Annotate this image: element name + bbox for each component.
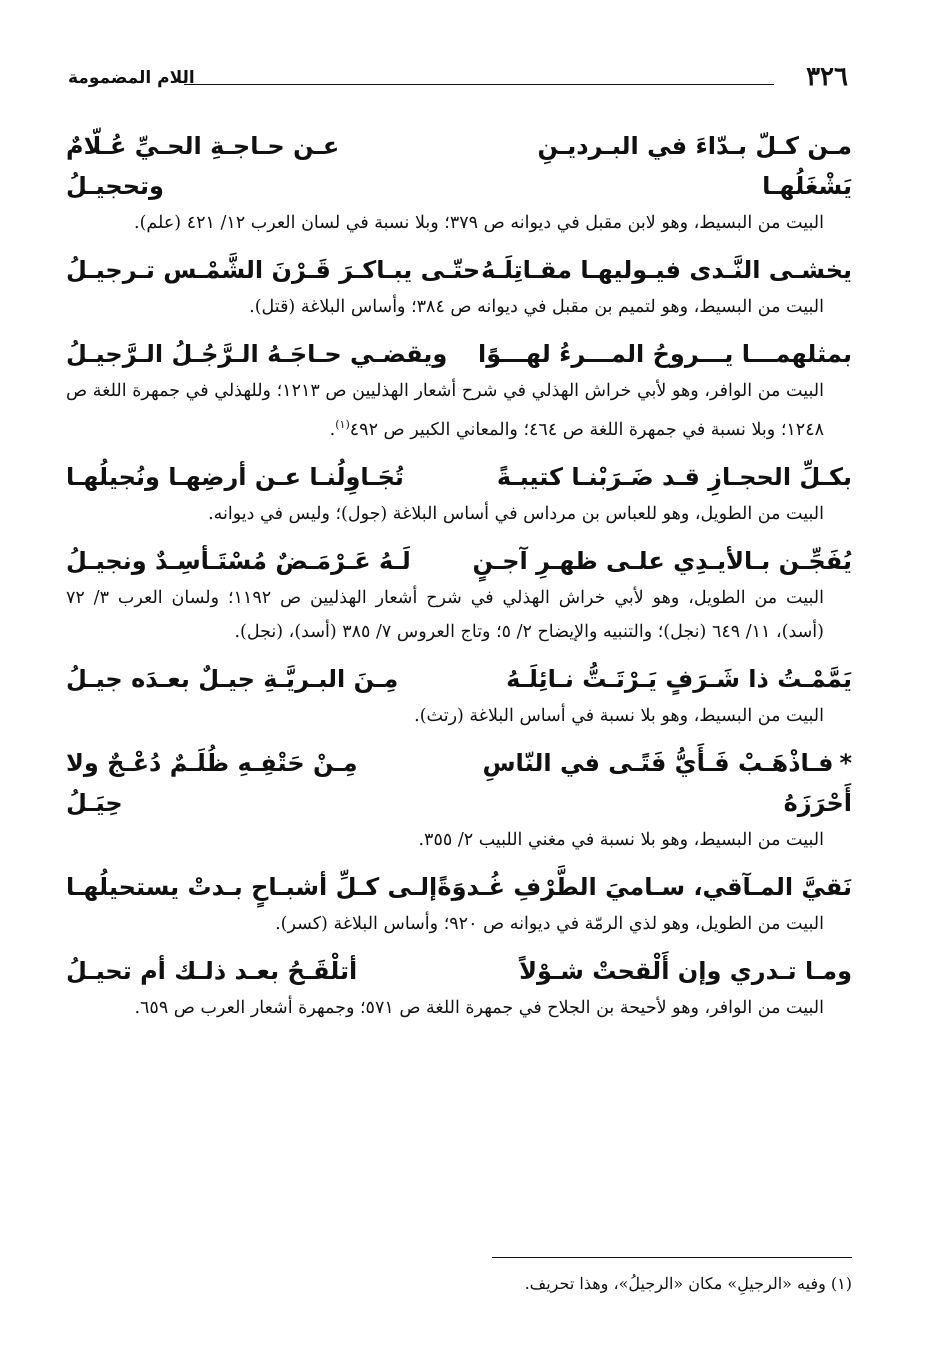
verse-hemistich-second: إلـى كـلِّ أشبـاحٍ بـدتْ يستحيلُهـا — [66, 872, 438, 901]
verse-hemistich-first: يُفَجِّـن بـالأيـدِي علـى ظهـرِ آجـنٍ — [472, 546, 852, 575]
entries — [66, 116, 852, 1025]
running-title: اللام المضمومة — [68, 68, 195, 88]
verse-hemistich-second: لَـهُ عَـرْمَـضٌ مُسْتَـأسِـدٌ ونجيـلُ — [66, 546, 411, 575]
verse-hemistich-first: نَقيَّ المـآقي، سـاميَ الطَّرْفِ غُـدوَةً — [437, 872, 852, 901]
star-marker: * — [839, 748, 852, 777]
verse-hemistich-second: ويقضـي حـاجَـهُ الـرَّجُـلُ الـرَّجيـلُ — [66, 340, 448, 368]
verse-2 — [66, 250, 852, 290]
verse-hemistich-first: مـن كـلّ بـدّاءَ في البـرديـنِ يَشْغَلُهـا — [537, 132, 852, 200]
verse-hemistich-first: ومـا تـدري وإن أَلْقحتْ شـوْلاً — [519, 956, 852, 985]
verse-hemistich-second: تُجَـاوِلُنـا عـن أرضِهـا ونُجيلُهـا — [66, 462, 404, 491]
verse-note-4: البيت من الطويل، وهو للعباس بن مرداس في أساس البلاغة (جول)؛ وليس في ديوانه. — [208, 503, 824, 524]
verse-hemistich-second: حتّـى يبـاكـرَ قَـرْنَ الشَّمْـس تـرجيـلُ — [66, 256, 481, 284]
verse-note-6: البيت من البسيط، وهو بلا نسبة في أساس البلاغة (رتث). — [414, 705, 824, 726]
verse-5 — [66, 541, 852, 581]
verse-note-7: البيت من البسيط، وهو بلا نسبة في مغني اللبيب ٢/ ٣٥٥. — [418, 829, 824, 850]
note-end: . — [329, 419, 336, 440]
verse-1 — [66, 126, 852, 206]
footnote: (١) وفيه «الرجيلِ» مكان «الرجيلُ»، وهذا تحريف. — [524, 1274, 852, 1293]
header-rule — [184, 84, 774, 85]
verse-hemistich-first: يَمَّمْـتُ ذا شَـرَفٍ يَـرْتَـتُّ نـائِلَـهُ — [506, 664, 852, 693]
page-number: ٣٢٦ — [806, 62, 848, 92]
verse-hemistich-first: يخشـى النَّـدى فيـوليهـا مقـاتِلَـهُ — [481, 256, 852, 284]
footnote-marker: (١) — [335, 418, 350, 431]
verse-4 — [66, 457, 852, 497]
book-page — [66, 62, 852, 1312]
verse-hemistich-second: مِـنَ البـريَّـةِ جيـلٌ بعـدَه جيـلُ — [66, 664, 399, 693]
verse-hemistich-second: أتلْقَـحُ بعـد ذلـك أم تحيـلُ — [66, 956, 358, 985]
verse-6 — [66, 659, 852, 699]
verse-note-1: البيت من البسيط، وهو لابن مقبل في ديوانه ص ٣٧٩؛ وبلا نسبة في لسان العرب ١٢/ ٤٢١ (علم). — [134, 213, 824, 233]
hemistich-text: فـاذْهَـبْ فَـأَيُّ فَتًـى في النّاسِ أَحْرَزَهُ — [482, 748, 852, 817]
verse-note-9: البيت من الوافر، وهو لأحيحة بن الجلاح في جمهرة اللغة ص ٥٧١؛ وجمهرة أشعار العرب ص ٦٥٩. — [134, 997, 824, 1018]
page-header — [66, 62, 852, 102]
verse-hemistich-second: مِـنْ حَتْفِـهِ ظُلَـمٌ دُعْـجٌ ولا حِيَـلُ — [66, 748, 358, 817]
note-text: البيت من الوافر، وهو لأبي خراش الهذلي في شرح أشعار الهذليين ص ١٢١٣؛ وللهذلي في جمهرة اللغة ص ١٢٤٨؛ وبلا نسبة في جمهرة اللغة ص ٤٦٤؛ والمعاني الكبير ص ٤٩٢ — [66, 381, 824, 440]
verse-hemistich-first: بكـلِّ الحجـازِ قـد ضَـرَبْنـا كتيبـةً — [496, 462, 852, 491]
verse-hemistich-first: بمثلهمـــا يـــروحُ المـــرءُ لهـــوًا — [478, 340, 852, 368]
verse-hemistich-first — [415, 743, 852, 823]
verse-8 — [66, 867, 852, 907]
verse-hemistich-second: عـن حـاجـةِ الحـيِّ عُـلّامٌ وتحجيـلُ — [66, 132, 340, 200]
verse-9 — [66, 951, 852, 991]
verse-note-2: البيت من البسيط، وهو لتميم بن مقبل في ديوانه ص ٣٨٤؛ وأساس البلاغة (قتل). — [249, 297, 824, 317]
verse-note-3 — [66, 374, 852, 447]
verse-3 — [66, 334, 852, 374]
verse-7 — [66, 743, 852, 823]
verse-note-5: البيت من الطويل، وهو لأبي خراش الهذلي في شرح أشعار الهذليين ص ١١٩٢؛ ولسان العرب ٣/ ٧٢ (أسد)، ١١/ ٦٤٩ (نجل)؛ والتنبيه والإيضاح ٢/ ٥؛ وتاج العروس ٧/ ٣٨٥ (أسد)، (نجل). — [66, 587, 824, 642]
verse-note-8: البيت من الطويل، وهو لذي الرمّة في ديوانه ص ٩٢٠؛ وأساس البلاغة (كسر). — [275, 913, 824, 934]
footnote-rule — [492, 1257, 852, 1258]
